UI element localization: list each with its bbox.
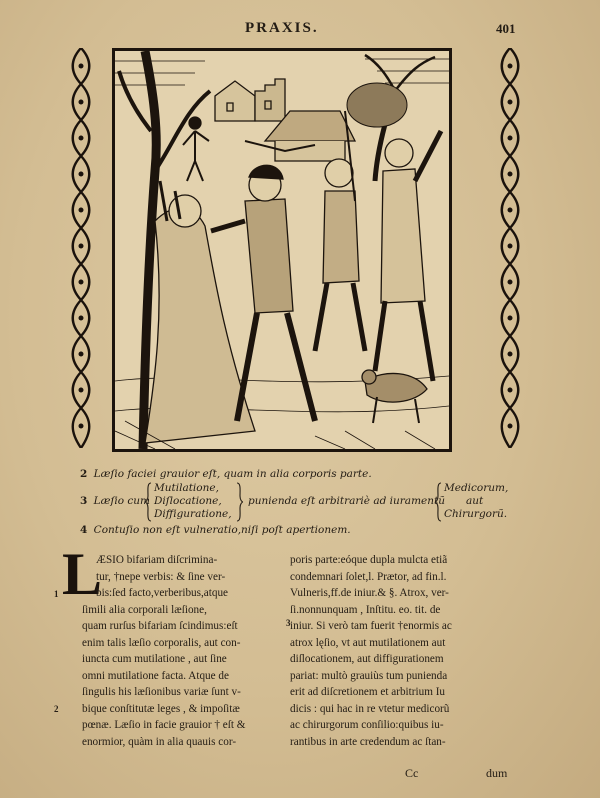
margin-number-1: 1 — [54, 589, 59, 599]
note-3-kind-3: Diffiguratione, — [154, 508, 232, 520]
ornamental-border-right — [497, 48, 523, 448]
note-4 — [80, 524, 351, 537]
left-line-8: omni mutilatione facta. Atque de — [82, 669, 229, 682]
note-3-lead — [80, 495, 150, 508]
right-line-12: rantibus in arte credendum ac ſtan- — [290, 735, 446, 748]
note-3-number: 3 — [80, 495, 88, 507]
right-line-1: poris parte:eóque dupla mulcta etiã — [290, 554, 448, 566]
note-3-judge-3: Chirurgorũ. — [444, 508, 508, 520]
right-line-3: Vulneris,ff.de iniur.& §. Atrox, ver- — [290, 587, 449, 599]
right-line-11: ac chirurgorum conſilio:quibus iu- — [290, 719, 444, 731]
note-3-judge-1: Medicorum, — [444, 482, 509, 494]
right-line-4: ſi.nonnunquam , Inſtitu. eo. tit. de — [290, 603, 441, 616]
right-line-7: diſlocationem, aut diffigurationem — [290, 653, 444, 665]
left-line-12: enormior, quàm in alia quauis cor- — [82, 735, 237, 748]
note-3-judges — [444, 482, 508, 521]
left-line-10: bique conſtitutæ leges , & impoſitæ — [82, 702, 240, 715]
left-line-11: pœnæ. Læſio in facie grauior † eſt & — [82, 719, 246, 731]
catchword: dum — [486, 766, 508, 780]
right-line-10: dicis : qui hac in re vtetur medicorũ — [290, 702, 450, 715]
running-title: PRAXIS. — [245, 20, 319, 36]
left-line-9: ſingulis his læſionibus variæ ſunt v- — [82, 686, 241, 698]
right-line-5: iniur. Si verò tam fuerit †enormis ac — [290, 620, 452, 632]
right-line-6: atrox lęſio, vt aut mutilationem aut — [290, 636, 446, 649]
left-line-2: tur, †nepe verbis: & ſine ver- — [96, 570, 226, 583]
text-column-left — [82, 552, 282, 750]
drop-capital: L — [62, 541, 103, 607]
woodcut-illustration — [112, 48, 452, 452]
left-line-1: ÆSIO bifariam diſcrimina- — [96, 554, 218, 566]
woodcut-scene — [115, 51, 449, 449]
left-line-3: bis:ſed facto,verberibus,atque — [96, 587, 229, 599]
note-3-judge-2: aut — [466, 495, 484, 507]
note-3-kind-2: Diſlocatione, — [154, 495, 222, 507]
right-line-9: erit ad diſcretionem et arbitrium Iu — [290, 686, 446, 698]
note-4-number: 4 — [80, 524, 88, 536]
right-brace-1 — [236, 482, 244, 522]
ornamental-border-left — [68, 48, 94, 448]
page-number: 401 — [496, 21, 516, 36]
note-2-text: Læſio faciei grauior eſt, quam in alia corporis parte. — [93, 468, 372, 480]
left-line-6: enim talis læſio corporalis, aut con- — [82, 636, 241, 649]
left-brace-1 — [144, 482, 152, 522]
summary-notes — [80, 468, 540, 548]
note-2 — [80, 468, 372, 481]
left-line-4: ſimili alia corporali læſione, — [82, 603, 207, 616]
text-column-right — [290, 552, 518, 750]
right-line-8: pariat: multò grauiùs tum punienda — [290, 669, 448, 682]
note-3-kinds — [154, 482, 232, 521]
left-line-7: iuncta cum mutilatione , aut ſine — [82, 653, 227, 665]
margin-number-2: 2 — [54, 704, 59, 714]
margin-number-3: 3 — [286, 618, 291, 628]
right-line-2: condemnari ſolet,l. Prætor, ad fin.l. — [290, 570, 447, 583]
left-brace-2 — [434, 482, 442, 522]
running-head — [0, 20, 600, 40]
note-4-text: Contuſio non eſt vulneratio,niſi poſt apertionem. — [93, 524, 351, 536]
signature-mark: Cc — [405, 766, 419, 780]
note-3-lead-text: Læſio cum — [93, 495, 151, 507]
note-3-kind-1: Mutilatione, — [154, 482, 219, 494]
note-3-middle: punienda eſt arbitrariè ad iuramentũ — [248, 495, 445, 507]
note-2-number: 2 — [80, 468, 88, 480]
left-line-5: quam rurſus bifariam ſcindimus:eſt — [82, 620, 238, 632]
